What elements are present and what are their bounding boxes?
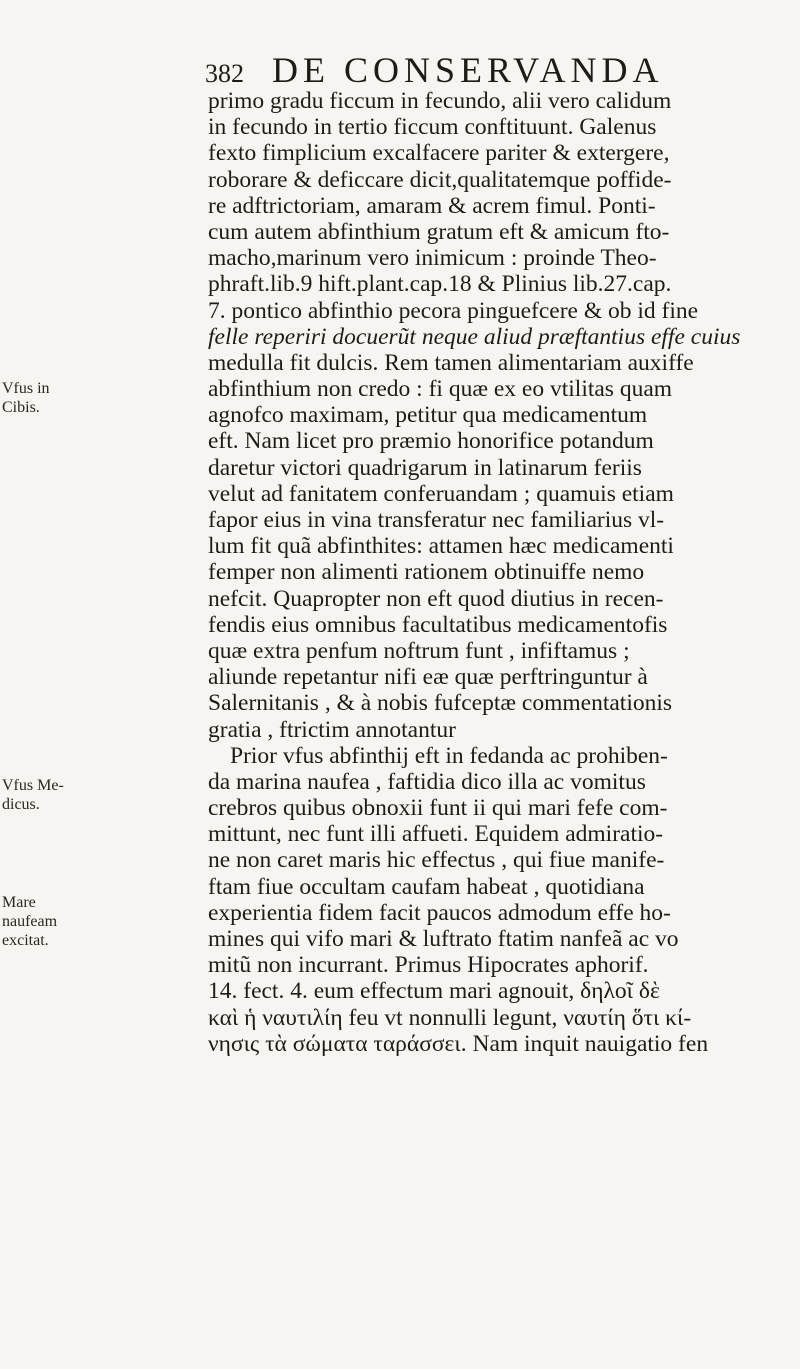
margin-note-line: Mare [2,894,36,911]
text-line: Prior vfus abfinthij eft in fedanda ac prohiben- [230,742,668,769]
margin-note-line: Vfus in [2,380,50,397]
text-line: agnofco maximam, petitur qua medicamentum [208,402,648,429]
text-line: felle reperiri docuerũt neque aliud præftantius effe cuius [208,323,741,350]
text-line: ftam fiue occultam caufam habeat , quotidiana [208,873,645,900]
text-line: mitũ non incurrant. Primus Hipocrates aphorif. [208,952,649,979]
text-line: nefcit. Quapropter non eft quod diutius in recen- [208,585,664,612]
text-line: re adftrictoriam, amaram & acrem fimul. Ponti- [208,192,656,219]
page-number: 382 [205,59,244,88]
text-line: lum fit quã abfinthites: attamen hæc medicamenti [208,533,674,560]
text-line: in fecundo in tertio ficcum conftituunt. Galenus [208,114,657,141]
text-line: καὶ ἡ ναυτιλίη feu vt nonnulli legunt, ναυτίη ὅτι κί- [208,1004,692,1031]
text-line: abfinthium non credo : fi quæ ex eo vtilitas quam [208,376,673,403]
text-line: Salernitanis , & à nobis fufceptæ commentationis [208,690,673,717]
text-line: crebros quibus obnoxii funt ii qui mari fefe com- [208,795,668,822]
text-line: cum autem abfinthium gratum eft & amicum fto- [208,218,670,245]
text-line: medulla fit dulcis. Rem tamen alimentariam auxiffe [208,349,694,376]
text-line: νησις τὰ σώματα ταράσσει. Nam inquit nauigatio fen [208,1030,709,1057]
margin-note-line: Vfus Me- [2,777,64,794]
text-line: femper non alimenti rationem obtinuiffe nemo [208,559,645,586]
text-line: velut ad fanitatem conferuandam ; quamuis etiam [208,480,674,507]
margin-note-line: dicus. [2,796,40,813]
text-line: mittunt, nec funt illi affueti. Equidem admiratio- [208,821,664,848]
text-line: 7. pontico abfinthio pecora pinguefcere & ob id fine [208,297,699,324]
text-line: daretur victori quadrigarum in latinarum feriis [208,454,642,481]
margin-note-line: Cibis. [2,399,40,416]
text-line: fapor eius in vina transferatur nec familiarius vl- [208,507,665,533]
text-line: primo gradu ficcum in fecundo, alii vero calidum [208,88,672,114]
margin-note-line: excitat. [2,932,49,949]
text-line: da marina naufea , faftidia dico illa ac vomitus [208,768,646,795]
text-line: macho,marinum vero inimicum : proinde Theo- [208,245,657,272]
text-line: roborare & deficcare dicit,qualitatemque poffide- [208,166,672,193]
margin-note-usus-medicus [2,776,84,814]
text-line: aliunde repetantur nifi eæ quæ perftringuntur à [208,664,648,691]
text-line: eft. Nam licet pro præmio honorifice potandum [208,428,654,455]
main-text-block [208,88,778,1057]
running-title: DE CONSERVANDA [272,50,664,90]
text-line: fendis eius omnibus facultatibus medicamentofis [208,611,668,638]
margin-note-mare-nauseam [2,893,84,950]
text-line: phraft.lib.9 hift.plant.cap.18 & Plinius lib.27.cap. [208,271,672,298]
text-line: quæ extra penfum noftrum funt , infiftamus ; [208,637,630,664]
text-line: fexto fimplicium excalfacere pariter & extergere, [208,140,670,167]
text-line: 14. fect. 4. eum effectum mari agnouit, δηλοῖ δὲ [208,978,660,1005]
text-line: gratia , ftrictim annotantur [208,716,456,743]
margin-note-line: naufeam [2,913,58,930]
text-line: mines qui vifo mari & luftrato ftatim nanfeã ac vo [208,926,679,952]
text-line: experientia fidem facit paucos admodum effe ho- [208,899,671,926]
margin-note-usus-cibis [2,379,84,417]
text-line: ne non caret maris hic effectus , qui fiue manife- [208,847,665,874]
